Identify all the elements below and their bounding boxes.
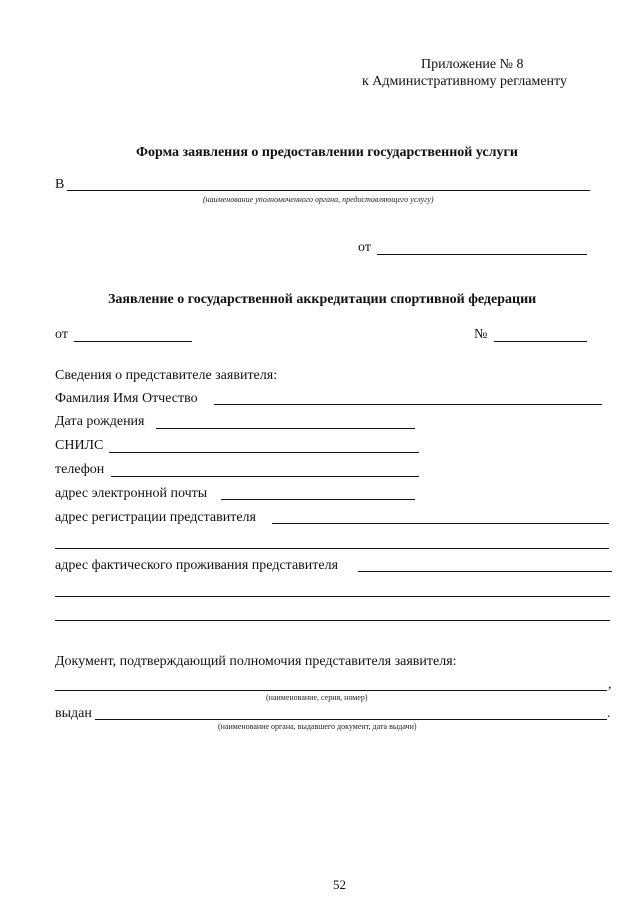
page-number: 52	[333, 877, 346, 892]
from-label: от	[358, 240, 371, 255]
full-name-field-line[interactable]	[214, 404, 602, 405]
document-heading: Документ, подтверждающий полномочия представителя заявителя:	[55, 654, 457, 669]
issued-field-line[interactable]	[95, 719, 607, 720]
recipient-hint: (наименование уполномоченного органа, предоставляющего услугу)	[203, 195, 434, 204]
snils-field-line[interactable]	[109, 452, 419, 453]
date-field-line[interactable]	[74, 341, 192, 342]
email-label: адрес электронной почты	[55, 486, 208, 501]
actual-address-extra-line-2[interactable]	[55, 620, 610, 621]
application-title: Заявление о государственной аккредитации спортивной федерации	[108, 292, 537, 307]
phone-label: телефон	[55, 462, 105, 477]
birth-date-label: Дата рождения	[55, 414, 145, 429]
form-title: Форма заявления о предоставлении государственной услуги	[136, 145, 518, 160]
document-comma: ,	[608, 677, 612, 692]
actual-address-field-line[interactable]	[358, 571, 612, 572]
issued-hint: (наименование органа, выдавшего документ, дата выдачи)	[218, 722, 417, 731]
actual-address-extra-line-1[interactable]	[55, 596, 610, 597]
document-field-line[interactable]	[55, 690, 607, 691]
phone-field-line[interactable]	[111, 476, 419, 477]
issued-period: .	[607, 706, 611, 721]
issued-label: выдан	[55, 706, 92, 721]
registration-address-extra-line[interactable]	[55, 548, 609, 549]
date-label: от	[55, 327, 68, 342]
snils-label: СНИЛС	[55, 438, 104, 453]
document-hint: (наименование, серия, номер)	[266, 693, 368, 702]
birth-date-field-line[interactable]	[156, 428, 415, 429]
appendix-number: Приложение № 8	[421, 57, 524, 72]
registration-address-label: адрес регистрации представителя	[55, 510, 256, 525]
number-label: №	[474, 327, 488, 342]
registration-address-field-line[interactable]	[272, 523, 609, 524]
number-field-line[interactable]	[494, 341, 587, 342]
from-field-line[interactable]	[377, 254, 587, 255]
appendix-reference: к Административному регламенту	[362, 74, 567, 89]
full-name-label: Фамилия Имя Отчество	[55, 391, 198, 406]
actual-address-label: адрес фактического проживания представителя	[55, 558, 339, 573]
recipient-field-line[interactable]	[67, 190, 590, 191]
recipient-label: В	[55, 177, 65, 192]
representative-heading: Сведения о представителе заявителя:	[55, 368, 278, 383]
email-field-line[interactable]	[221, 499, 415, 500]
